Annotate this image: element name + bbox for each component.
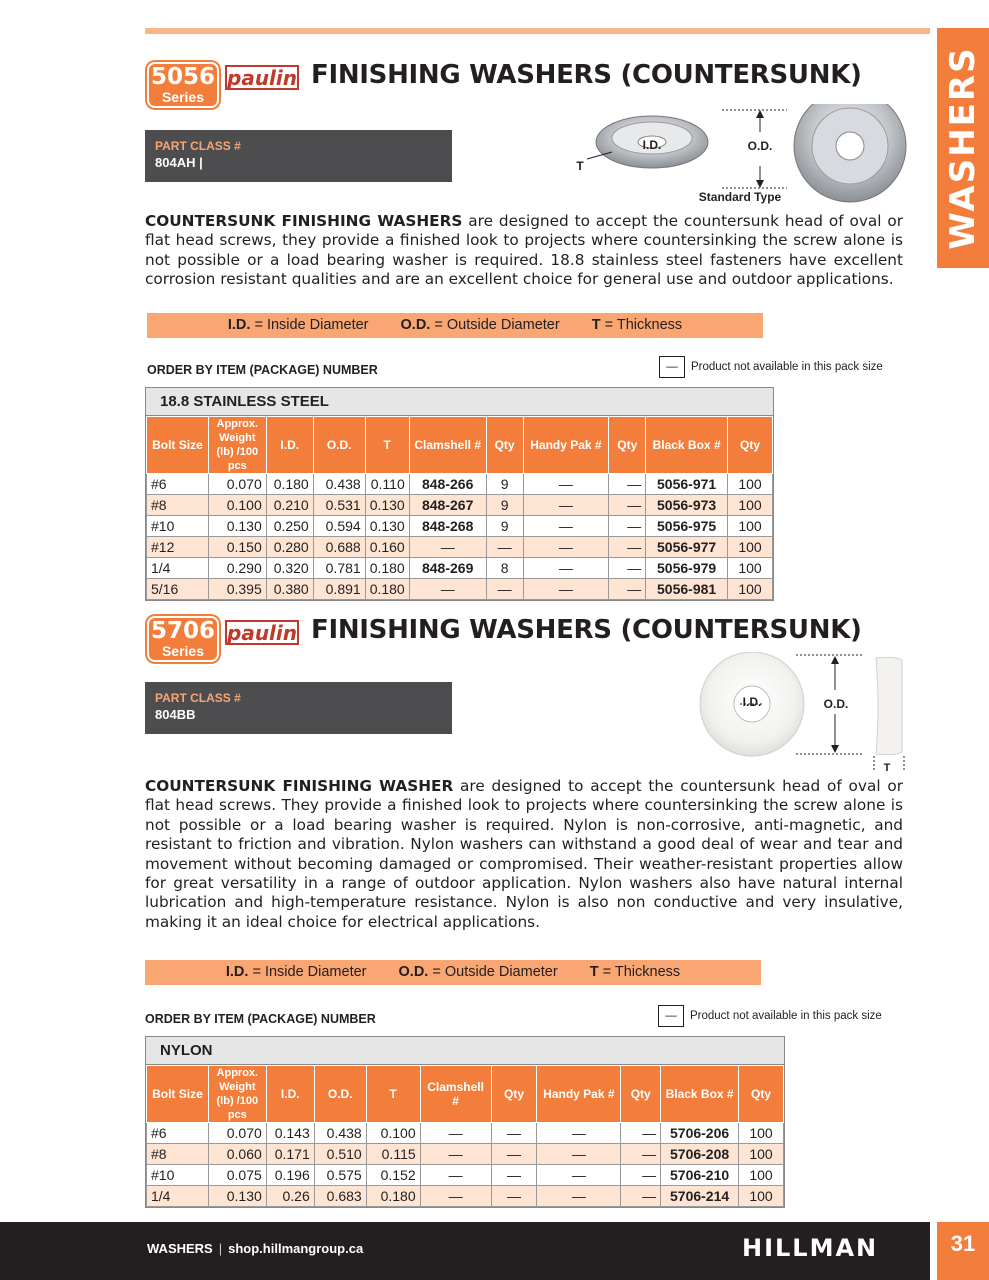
diagram-caption: Standard Type — [698, 190, 782, 204]
na-note — [659, 356, 883, 378]
column-header: Black Box # — [646, 417, 728, 474]
table-cell: #10 — [147, 516, 209, 537]
table-cell: 1/4 — [147, 558, 209, 579]
legend-text: = Inside Diameter — [250, 317, 369, 333]
part-class-value: 804BB — [155, 707, 196, 722]
part-class-box — [145, 130, 452, 182]
section-description — [145, 212, 903, 290]
column-header: Approx. Weight (lb) /100 pcs — [208, 417, 266, 474]
table-cell: — — [621, 1144, 661, 1165]
na-symbol: — — [659, 356, 685, 378]
table-row — [147, 537, 773, 558]
table-cell: — — [420, 1123, 491, 1144]
table-cell: 5056-977 — [646, 537, 728, 558]
table-cell: 0.130 — [208, 1186, 266, 1207]
table-cell: 0.180 — [365, 579, 409, 600]
legend-text: = Outside Diameter — [430, 317, 560, 333]
table-cell: 0.290 — [208, 558, 266, 579]
column-header: Bolt Size — [147, 1066, 209, 1123]
diagram-id-label: I.D. — [642, 138, 662, 152]
product-table — [145, 387, 774, 601]
table-row — [147, 1123, 784, 1144]
table-cell: 5056-975 — [646, 516, 728, 537]
table-cell: 0.130 — [208, 516, 266, 537]
table-cell: — — [420, 1165, 491, 1186]
table-cell: 0.070 — [208, 1123, 266, 1144]
table-cell: 5056-971 — [646, 474, 728, 495]
footer-separator: | — [218, 1241, 223, 1256]
table-cell: — — [537, 1144, 621, 1165]
paulin-logo-icon — [225, 618, 301, 648]
table-cell: — — [621, 1165, 661, 1186]
svg-text:paulin: paulin — [227, 66, 297, 90]
table-cell: #8 — [147, 1144, 209, 1165]
table-cell: — — [621, 1186, 661, 1207]
table-cell: 848-269 — [409, 558, 486, 579]
table-cell: 1/4 — [147, 1186, 209, 1207]
table-cell: 0.594 — [313, 516, 365, 537]
table-cell: 0.150 — [208, 537, 266, 558]
table-cell: 100 — [728, 516, 773, 537]
table-cell: 100 — [728, 558, 773, 579]
metal-washer-diagram — [572, 104, 912, 206]
table-cell: — — [609, 516, 646, 537]
order-title: ORDER BY ITEM (PACKAGE) NUMBER — [147, 363, 378, 377]
legend-text: = Inside Diameter — [248, 964, 367, 980]
table-cell: 848-268 — [409, 516, 486, 537]
table-cell: — — [609, 579, 646, 600]
table-cell: — — [523, 537, 609, 558]
table-cell: 5706-210 — [661, 1165, 739, 1186]
table-cell: 9 — [486, 495, 523, 516]
section-description — [145, 777, 903, 932]
paulin-logo-icon — [225, 63, 301, 93]
table-cell: — — [609, 558, 646, 579]
table-cell: — — [537, 1123, 621, 1144]
table-cell: 5056-981 — [646, 579, 728, 600]
table-cell: 5/16 — [147, 579, 209, 600]
legend-key: T — [589, 964, 599, 980]
table-cell: — — [523, 558, 609, 579]
table-cell: 0.171 — [266, 1144, 314, 1165]
legend-text: = Thickness — [598, 964, 681, 980]
legend-bar — [147, 313, 763, 338]
table-cell: 100 — [739, 1165, 784, 1186]
column-header: Qty — [486, 417, 523, 474]
hillman-logo: HILLMAN — [742, 1234, 879, 1262]
table-cell: — — [523, 474, 609, 495]
column-header: Black Box # — [661, 1066, 739, 1123]
table-cell: 5056-973 — [646, 495, 728, 516]
diagram-id-label: I.D. — [742, 695, 762, 709]
legend-key: O.D. — [398, 964, 429, 980]
table-cell: 0.688 — [313, 537, 365, 558]
description-text: are designed to accept the countersunk head of oval or flat head screws. They provide a finished look to projects where countersinking the screw alone is not possible or a load bearing washer is required. Nylon is non-corrosive, anti-magnetic, and resistant to friction and vibration. Nylon washers can withstand a good deal of wear and tear and movement without becoming damaged or compromised. Their weather-resistant properties allow for great versatility in a range of outdoor application. Nylon washers also have natural internal lubrication and high-temperature resistance. Nylon is also non conductive and very insulative, making it an ideal choice for electrical applications. — [145, 777, 903, 931]
page-number: 31 — [937, 1222, 989, 1280]
table-row — [147, 558, 773, 579]
table-cell: 0.210 — [266, 495, 313, 516]
footer-section — [147, 1241, 363, 1256]
table-cell: 0.395 — [208, 579, 266, 600]
table-row — [147, 495, 773, 516]
part-class-box — [145, 682, 452, 734]
table-cell: #6 — [147, 1123, 209, 1144]
table-cell: 0.531 — [313, 495, 365, 516]
legend-key: T — [591, 317, 601, 333]
series-number: 5056 — [150, 64, 215, 90]
section-title: FINISHING WASHERS (COUNTERSUNK) — [311, 615, 862, 645]
table-cell: 848-266 — [409, 474, 486, 495]
table-cell: #6 — [147, 474, 209, 495]
table-cell: 5706-208 — [661, 1144, 739, 1165]
table-cell: — — [537, 1186, 621, 1207]
table-row — [147, 1186, 784, 1207]
table-cell: 0.196 — [266, 1165, 314, 1186]
table-row — [147, 579, 773, 600]
column-header: Handy Pak # — [537, 1066, 621, 1123]
column-header: Bolt Size — [147, 417, 209, 474]
table-cell: 0.152 — [366, 1165, 420, 1186]
table-row — [147, 516, 773, 537]
table-cell: 0.100 — [208, 495, 266, 516]
table-cell: — — [491, 1165, 537, 1186]
na-symbol: — — [658, 1005, 684, 1027]
table-cell: — — [523, 495, 609, 516]
table-cell: 0.320 — [266, 558, 313, 579]
table-cell: 100 — [739, 1186, 784, 1207]
column-header: Clamshell # — [420, 1066, 491, 1123]
table-cell: 0.180 — [266, 474, 313, 495]
series-badge-5056 — [147, 62, 219, 108]
na-note — [658, 1005, 882, 1027]
table-cell: 100 — [728, 495, 773, 516]
description-bold: COUNTERSUNK FINISHING WASHERS — [145, 212, 463, 230]
column-header: I.D. — [266, 1066, 314, 1123]
table-cell: — — [491, 1123, 537, 1144]
series-number: 5706 — [150, 618, 215, 644]
top-rule — [145, 28, 930, 34]
table-cell: 100 — [728, 537, 773, 558]
series-label: Series — [161, 89, 205, 105]
legend-text: = Thickness — [600, 317, 683, 333]
table-cell: 0.060 — [208, 1144, 266, 1165]
legend-key: O.D. — [400, 317, 431, 333]
column-header: Approx. Weight (lb) /100 pcs — [208, 1066, 266, 1123]
table-cell: 0.250 — [266, 516, 313, 537]
table-cell: — — [409, 579, 486, 600]
table-cell: 8 — [486, 558, 523, 579]
column-header: Qty — [621, 1066, 661, 1123]
column-header: O.D. — [313, 417, 365, 474]
table-cell: 5056-979 — [646, 558, 728, 579]
product-table — [145, 1036, 785, 1208]
table-cell: 100 — [728, 579, 773, 600]
table-cell: — — [609, 537, 646, 558]
column-header: Qty — [739, 1066, 784, 1123]
table-cell: 0.683 — [314, 1186, 366, 1207]
description-text: are designed to accept the countersunk head of oval or flat head screws, they provide a finished look to projects where countersinking the screw alone is not possible or a load bearing washer is required. 18.8 stainless steel fasteners have excellent corrosion resistant qualities and are an excellent choice for general use and outdoor applications. — [145, 212, 903, 289]
part-class-label: PART CLASS # — [155, 139, 241, 153]
diagram-t-label: T — [883, 762, 891, 774]
part-class-value: 804AH | — [155, 155, 203, 170]
table-cell: 0.380 — [266, 579, 313, 600]
table-cell: 0.130 — [365, 495, 409, 516]
table-cell: — — [420, 1144, 491, 1165]
order-title: ORDER BY ITEM (PACKAGE) NUMBER — [145, 1012, 376, 1026]
table-cell: #10 — [147, 1165, 209, 1186]
series-badge-5706 — [147, 616, 219, 662]
table-cell: 100 — [728, 474, 773, 495]
table-row — [147, 474, 773, 495]
column-header: T — [365, 417, 409, 474]
legend-key: I.D. — [225, 964, 249, 980]
series-label: Series — [161, 643, 205, 659]
table-cell: 0.438 — [314, 1123, 366, 1144]
table-cell: #12 — [147, 537, 209, 558]
table-cell: 0.160 — [365, 537, 409, 558]
nylon-washer-diagram — [696, 652, 908, 774]
table-cell: — — [523, 579, 609, 600]
legend-text: = Outside Diameter — [428, 964, 558, 980]
table-cell: 0.575 — [314, 1165, 366, 1186]
footer-url[interactable]: shop.hillmangroup.ca — [228, 1241, 364, 1256]
footer — [0, 1222, 930, 1280]
column-header: O.D. — [314, 1066, 366, 1123]
table-cell: 100 — [739, 1123, 784, 1144]
table-row — [147, 1165, 784, 1186]
table-cell: — — [523, 516, 609, 537]
material-header: 18.8 STAINLESS STEEL — [146, 388, 773, 416]
table-cell: 0.510 — [314, 1144, 366, 1165]
table-cell: — — [486, 537, 523, 558]
table-cell: 0.130 — [365, 516, 409, 537]
table-row — [147, 1144, 784, 1165]
table-cell: 9 — [486, 516, 523, 537]
table-cell: 0.075 — [208, 1165, 266, 1186]
diagram-t-label: T — [576, 159, 584, 173]
table-cell: 9 — [486, 474, 523, 495]
part-class-label: PART CLASS # — [155, 691, 241, 705]
table-cell: — — [486, 579, 523, 600]
table-cell: — — [609, 474, 646, 495]
table-cell: 0.110 — [365, 474, 409, 495]
table-cell: — — [420, 1186, 491, 1207]
product-table-grid — [146, 416, 773, 600]
table-cell: — — [537, 1165, 621, 1186]
na-note-text: Product not available in this pack size — [690, 1010, 882, 1023]
table-cell: — — [609, 495, 646, 516]
table-cell: 0.100 — [366, 1123, 420, 1144]
column-header: Clamshell # — [409, 417, 486, 474]
table-cell: 0.180 — [365, 558, 409, 579]
legend-bar — [145, 960, 761, 985]
column-header: Qty — [609, 417, 646, 474]
table-cell: — — [621, 1123, 661, 1144]
table-cell: 0.781 — [313, 558, 365, 579]
column-header: Handy Pak # — [523, 417, 609, 474]
side-tab — [937, 28, 989, 268]
diagram-od-label: O.D. — [823, 697, 849, 711]
table-cell: 0.070 — [208, 474, 266, 495]
svg-text:paulin: paulin — [227, 621, 297, 645]
table-cell: — — [409, 537, 486, 558]
table-cell: #8 — [147, 495, 209, 516]
table-cell: 0.891 — [313, 579, 365, 600]
table-cell: 0.143 — [266, 1123, 314, 1144]
table-cell: 100 — [739, 1144, 784, 1165]
table-cell: 5706-214 — [661, 1186, 739, 1207]
material-header: NYLON — [146, 1037, 784, 1065]
column-header: I.D. — [266, 417, 313, 474]
footer-section-label: WASHERS — [147, 1241, 213, 1256]
column-header: T — [366, 1066, 420, 1123]
table-cell: 0.438 — [313, 474, 365, 495]
side-tab-label: WASHERS — [943, 46, 983, 250]
product-table-grid — [146, 1065, 784, 1207]
table-cell: 5706-206 — [661, 1123, 739, 1144]
table-cell: — — [491, 1144, 537, 1165]
table-cell: 848-267 — [409, 495, 486, 516]
na-note-text: Product not available in this pack size — [691, 361, 883, 374]
section-title: FINISHING WASHERS (COUNTERSUNK) — [311, 60, 862, 90]
table-cell: 0.280 — [266, 537, 313, 558]
table-cell: 0.180 — [366, 1186, 420, 1207]
column-header: Qty — [491, 1066, 537, 1123]
table-cell: 0.115 — [366, 1144, 420, 1165]
table-cell: 0.26 — [266, 1186, 314, 1207]
table-cell: — — [491, 1186, 537, 1207]
description-bold: COUNTERSUNK FINISHING WASHER — [145, 777, 454, 795]
column-header: Qty — [728, 417, 773, 474]
legend-key: I.D. — [227, 317, 251, 333]
diagram-od-label: O.D. — [747, 139, 773, 153]
